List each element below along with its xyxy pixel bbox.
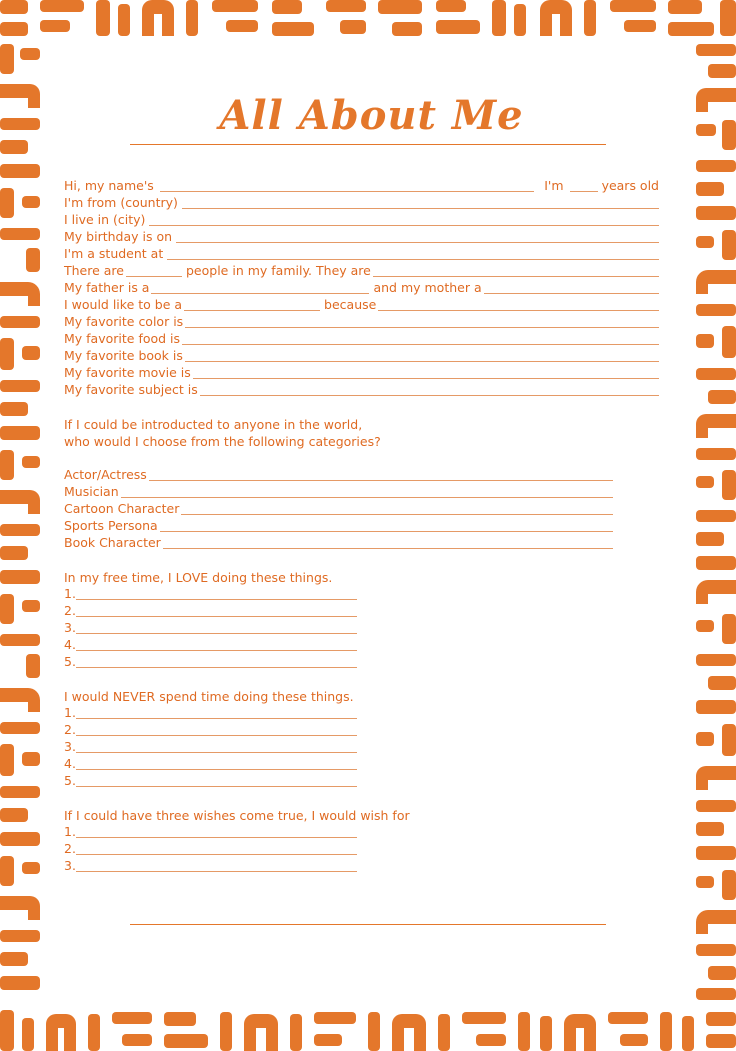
love-blank[interactable]	[76, 616, 357, 617]
age-suffix: years old	[601, 178, 659, 193]
never-blank[interactable]	[76, 718, 357, 719]
footer-divider	[130, 924, 606, 925]
love-blank[interactable]	[76, 599, 357, 600]
movie-row	[64, 365, 659, 382]
never-blank[interactable]	[76, 735, 357, 736]
never-item	[64, 722, 357, 739]
wish-blank[interactable]	[76, 871, 357, 872]
item-number: 1.	[64, 705, 76, 720]
category-label: Musician	[64, 484, 119, 499]
category-blank[interactable]	[160, 531, 613, 532]
parents-row	[64, 280, 659, 297]
item-number: 1.	[64, 824, 76, 839]
item-number: 3.	[64, 739, 76, 754]
color-blank[interactable]	[185, 327, 659, 328]
never-item	[64, 773, 357, 790]
item-number: 4.	[64, 637, 76, 652]
category-row	[64, 484, 613, 501]
food-label: My favorite food is	[64, 331, 181, 346]
family-row	[64, 263, 659, 280]
wish-blank[interactable]	[76, 854, 357, 855]
introduce-question-line1: If I could be introducted to anyone in the world,	[64, 417, 363, 432]
subject-row	[64, 382, 659, 399]
mother-label: and my mother a	[373, 280, 482, 295]
item-number: 1.	[64, 586, 76, 601]
love-blank[interactable]	[76, 650, 357, 651]
birthday-blank[interactable]	[176, 242, 659, 243]
item-number: 2.	[64, 841, 76, 856]
birthday-row	[64, 229, 659, 246]
category-label: Book Character	[64, 535, 161, 550]
name-row	[64, 178, 659, 195]
wish-blank[interactable]	[76, 837, 357, 838]
book-label: My favorite book is	[64, 348, 183, 363]
wish-item	[64, 824, 357, 841]
father-blank[interactable]	[151, 293, 369, 294]
category-row	[64, 535, 613, 552]
page-title: All About Me	[219, 92, 524, 139]
item-number: 2.	[64, 722, 76, 737]
age-blank[interactable]	[570, 191, 598, 192]
book-blank[interactable]	[185, 361, 659, 362]
category-blank[interactable]	[149, 480, 613, 481]
category-row	[64, 518, 613, 535]
love-blank[interactable]	[76, 633, 357, 634]
student-label: I'm a student at	[64, 246, 164, 261]
category-blank[interactable]	[121, 497, 613, 498]
category-label: Actor/Actress	[64, 467, 147, 482]
because-blank[interactable]	[378, 310, 659, 311]
item-number: 4.	[64, 756, 76, 771]
student-row	[64, 246, 659, 263]
birthday-label: My birthday is on	[64, 229, 173, 244]
family-count-blank[interactable]	[126, 276, 182, 277]
subject-label: My favorite subject is	[64, 382, 198, 397]
never-item	[64, 756, 357, 773]
love-item	[64, 603, 357, 620]
family-middle: people in my family. They are	[186, 263, 371, 278]
item-number: 3.	[64, 620, 76, 635]
career-row	[64, 297, 659, 314]
love-item	[64, 620, 357, 637]
city-row	[64, 212, 659, 229]
category-row	[64, 501, 613, 518]
item-number: 5.	[64, 773, 76, 788]
never-blank[interactable]	[76, 752, 357, 753]
food-blank[interactable]	[182, 344, 659, 345]
family-prefix: There are	[64, 263, 124, 278]
item-number: 5.	[64, 654, 76, 669]
color-label: My favorite color is	[64, 314, 184, 329]
career-label: I would like to be a	[64, 297, 183, 312]
love-blank[interactable]	[76, 667, 357, 668]
book-row	[64, 348, 659, 365]
introduce-question-line2: who would I choose from the following categories?	[64, 434, 381, 449]
name-blank[interactable]	[160, 191, 534, 192]
category-label: Cartoon Character	[64, 501, 180, 516]
love-item	[64, 654, 357, 671]
father-label: My father is a	[64, 280, 150, 295]
because-label: because	[324, 297, 377, 312]
family-members-blank[interactable]	[373, 276, 659, 277]
city-label: I live in (city)	[64, 212, 146, 227]
career-blank[interactable]	[184, 310, 320, 311]
love-item	[64, 637, 357, 654]
age-prefix: I'm	[544, 178, 564, 193]
worksheet	[48, 50, 695, 999]
item-number: 2.	[64, 603, 76, 618]
never-heading: I would NEVER spend time doing these things.	[64, 689, 354, 704]
wishes-heading: If I could have three wishes come true, I would wish for	[64, 808, 410, 823]
item-number: 3.	[64, 858, 76, 873]
category-blank[interactable]	[163, 548, 613, 549]
title-divider	[130, 144, 606, 145]
food-row	[64, 331, 659, 348]
subject-blank[interactable]	[200, 395, 659, 396]
category-row	[64, 467, 613, 484]
never-item	[64, 705, 357, 722]
student-blank[interactable]	[167, 259, 659, 260]
never-item	[64, 739, 357, 756]
name-label: Hi, my name's	[64, 178, 154, 193]
country-blank[interactable]	[182, 208, 659, 209]
wish-item	[64, 841, 357, 858]
love-item	[64, 586, 357, 603]
mother-blank[interactable]	[484, 293, 659, 294]
country-label: I'm from (country)	[64, 195, 178, 210]
category-label: Sports Persona	[64, 518, 158, 533]
country-row	[64, 195, 659, 212]
never-blank[interactable]	[76, 786, 357, 787]
wish-item	[64, 858, 357, 875]
color-row	[64, 314, 659, 331]
movie-label: My favorite movie is	[64, 365, 191, 380]
never-blank[interactable]	[76, 769, 357, 770]
love-heading: In my free time, I LOVE doing these things.	[64, 570, 333, 585]
category-blank[interactable]	[181, 514, 613, 515]
city-blank[interactable]	[149, 225, 659, 226]
movie-blank[interactable]	[193, 378, 659, 379]
